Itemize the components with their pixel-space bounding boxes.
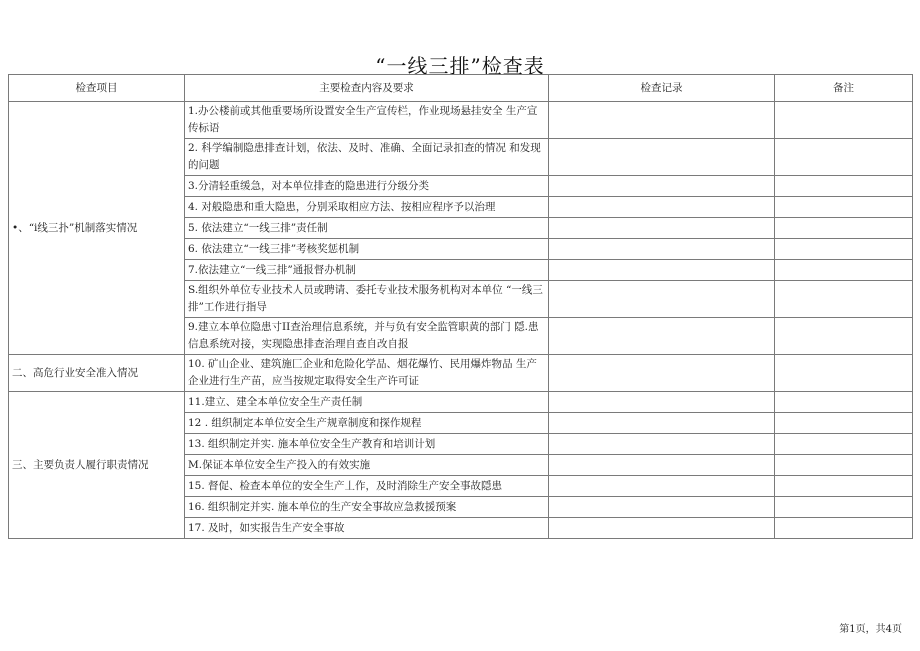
record-cell[interactable] <box>549 218 775 239</box>
note-cell[interactable] <box>775 197 913 218</box>
record-cell[interactable] <box>549 239 775 260</box>
note-cell[interactable] <box>775 518 913 539</box>
record-cell[interactable] <box>549 281 775 318</box>
note-cell[interactable] <box>775 318 913 355</box>
record-cell[interactable] <box>549 355 775 392</box>
inspection-table <box>8 74 913 539</box>
record-cell[interactable] <box>549 260 775 281</box>
record-cell[interactable] <box>549 197 775 218</box>
note-cell[interactable] <box>775 392 913 413</box>
page-number: 第1页，共4页 <box>839 624 902 635</box>
requirement-cell: 10. 矿山企业、建筑施匚企业和危险化学品、烟花爆竹、民用爆炸物品 生产企业进行生产苗，应当按规定取得安全生产许可证 <box>185 355 549 392</box>
note-cell[interactable] <box>775 434 913 455</box>
note-cell[interactable] <box>775 239 913 260</box>
requirement-cell: 13. 组织制定并实. 施本单位安全生产教育和培训计划 <box>185 434 549 455</box>
note-cell[interactable] <box>775 497 913 518</box>
requirement-cell: 3.分清轻重缓急，对本单位排查的隐患进行分级分类 <box>185 176 549 197</box>
requirement-cell: 4. 对般隐患和重大隐患，分别采取相应方法、按相应程序予以治理 <box>185 197 549 218</box>
table-body <box>9 102 913 539</box>
requirement-cell: 7.依法建立“一线三排”通报督办机制 <box>185 260 549 281</box>
record-cell[interactable] <box>549 518 775 539</box>
header-row <box>9 75 913 102</box>
requirement-cell: 5. 依法建立“一线三排”责任制 <box>185 218 549 239</box>
requirement-cell: 2. 科学编制隐患排查计划，依法、及时、准确、全面记录扣查的情况 和发现的问题 <box>185 139 549 176</box>
note-cell[interactable] <box>775 355 913 392</box>
note-cell[interactable] <box>775 218 913 239</box>
header-content: 主要检查内容及要求 <box>185 75 549 102</box>
requirement-cell: 11.建立、建全本单位安全生产责任制 <box>185 392 549 413</box>
record-cell[interactable] <box>549 102 775 139</box>
table-row <box>9 102 913 139</box>
requirement-cell: 6. 依法建立“一线三排”考核奖惩机制 <box>185 239 549 260</box>
requirement-cell: 1.办公楼前或其他重要场所设置安全生产宣传栏，作业现场悬挂安全 生产宣传标语 <box>185 102 549 139</box>
table-row <box>9 392 913 413</box>
note-cell[interactable] <box>775 455 913 476</box>
record-cell[interactable] <box>549 434 775 455</box>
header-item: 检查项目 <box>9 75 185 102</box>
note-cell[interactable] <box>775 281 913 318</box>
record-cell[interactable] <box>549 176 775 197</box>
category-cell: •、“i线三扑”机制落实情况 <box>9 102 185 355</box>
document-title: “一线三排”检查表 <box>375 54 545 78</box>
note-cell[interactable] <box>775 176 913 197</box>
category-cell: 二、高危行业安全准入情况 <box>9 355 185 392</box>
note-cell[interactable] <box>775 139 913 176</box>
requirement-cell: 16. 组织制定并实. 施本单位的生产安全事故应急救援预案 <box>185 497 549 518</box>
requirement-cell: 17. 及时，如实报告生产安全事故 <box>185 518 549 539</box>
record-cell[interactable] <box>549 476 775 497</box>
record-cell[interactable] <box>549 318 775 355</box>
requirement-cell: S.组织外单位专业技术人员或聘请、委托专业技术服务机构对本单位 “一线三排”工作进行指导 <box>185 281 549 318</box>
table-row <box>9 355 913 392</box>
note-cell[interactable] <box>775 102 913 139</box>
note-cell[interactable] <box>775 476 913 497</box>
note-cell[interactable] <box>775 260 913 281</box>
record-cell[interactable] <box>549 497 775 518</box>
record-cell[interactable] <box>549 139 775 176</box>
header-note: 备注 <box>775 75 913 102</box>
record-cell[interactable] <box>549 392 775 413</box>
note-cell[interactable] <box>775 413 913 434</box>
requirement-cell: M.保证本单位安全生产投入的有效实施 <box>185 455 549 476</box>
category-cell: 三、主要负责人履行职责情况 <box>9 392 185 539</box>
header-record: 检查记录 <box>549 75 775 102</box>
requirement-cell: 12 . 组织制定本单位安全生产规章制度和探作规程 <box>185 413 549 434</box>
record-cell[interactable] <box>549 455 775 476</box>
record-cell[interactable] <box>549 413 775 434</box>
requirement-cell: 9.建立本单位隐患寸II查治理信息系统，并与负有安全监管职黄的部门 隠.患信息系统对接，实现隐患排查治理自查自改自报 <box>185 318 549 355</box>
requirement-cell: 15. 督促、检查本单位的安全生产丄作，及时消除生产安全事故隠患 <box>185 476 549 497</box>
